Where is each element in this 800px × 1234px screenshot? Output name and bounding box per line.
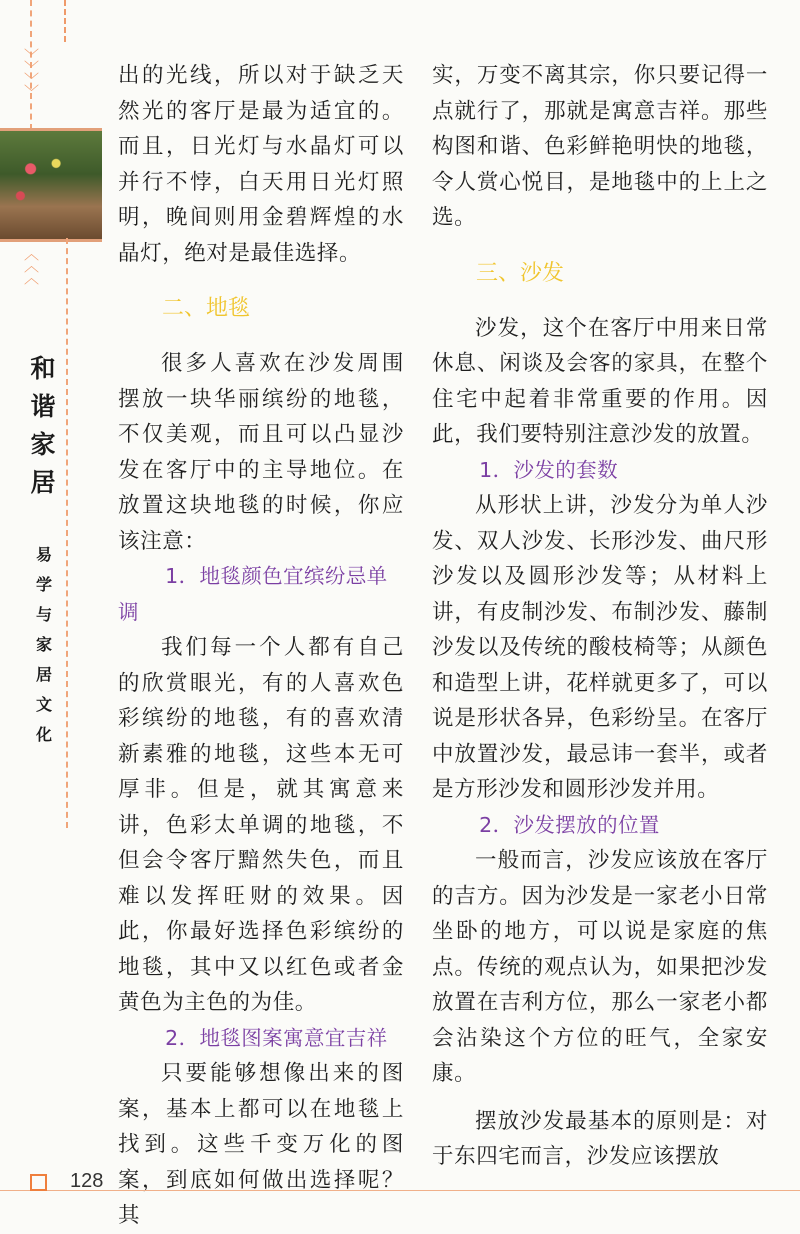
sidebar-subtitle-char: 化 [35, 725, 52, 744]
subheading-sofa-sets: 1．沙发的套数 [479, 457, 618, 482]
paragraph: 实，万变不离其宗，你只要记得一点就行了，那就是寓意吉祥。那些构图和谐、色彩鲜艳明快的地毯，令人赏心悦目，是地毯中的上上之选。 [432, 63, 768, 230]
paragraph: 很多人喜欢在沙发周围摆放一块华丽缤纷的地毯，不仅美观，而且可以凸显沙发在客厅中的主导地位。在放置这块地毯的时候，你应该注意： [118, 351, 404, 554]
left-text-column [118, 58, 404, 1234]
sidebar-title-char: 居 [30, 468, 56, 497]
sidebar-subtitle-char: 文 [35, 695, 52, 714]
paragraph: 摆放沙发最基本的原则是：对于东四宅而言，沙发应该摆放 [432, 1108, 768, 1169]
page-marker-square-icon [30, 1174, 47, 1191]
sidebar-subtitle-char: 家 [35, 635, 52, 654]
footer-rule [0, 1190, 800, 1191]
paragraph: 只要能够想像出来的图案，基本上都可以在地毯上找到。这些千变万化的图案，到底如何做出选择呢？其 [118, 1061, 404, 1228]
margin-dashed-line-upper [64, 0, 66, 42]
sidebar-book-title [26, 350, 60, 502]
subheading-sofa-position: 2．沙发摆放的位置 [479, 812, 660, 837]
section-heading-carpet: 二、地毯 [162, 296, 251, 321]
paragraph: 沙发，这个在客厅中用来日常休息、闲谈及会客的家具，在整个住宅中起着非常重要的作用。因此，我们要特别注意沙发的放置。 [432, 315, 768, 447]
right-text-column [432, 58, 768, 1175]
section-heading-sofa: 三、沙发 [476, 260, 565, 286]
subheading-carpet-color: 1．地毯颜色宜缤纷忌单调 [118, 564, 388, 624]
margin-dashed-line-middle [66, 238, 68, 828]
sidebar-subtitle-char: 居 [35, 665, 52, 684]
sidebar-title-char: 谐 [30, 392, 56, 421]
page-number: 128 [70, 1170, 104, 1192]
paragraph: 出的光线，所以对于缺乏天然光的客厅是最为适宜的。而且，日光灯与水晶灯可以并行不悖，白天用日光灯照明，晚间则用金碧辉煌的水晶灯，绝对是最佳选择。 [118, 63, 404, 266]
paragraph: 一般而言，沙发应该放在客厅的吉方。因为沙发是一家老小日常坐卧的地方，可以说是家庭的焦点。传统的观点认为，如果把沙发放置在吉利方位，那么一家老小都会沾染这个方位的旺气，全家安康。 [432, 848, 768, 1086]
sidebar-subtitle-char: 易 [35, 545, 52, 564]
chevron-down-decoration-icon: ﹀ ﹀ ﹀ ﹀ [23, 47, 38, 101]
paragraph: 从形状上讲，沙发分为单人沙发、双人沙发、长形沙发、曲尺形沙发以及圆形沙发等；从材料上讲，有皮制沙发、布制沙发、藤制沙发以及传统的酸枝椅等；从颜色和造型上讲，花样就更多了，可以说是形状各异，色彩纷呈。在客厅中放置沙发，最忌讳一套半，或者是方形沙发和圆形沙发并用。 [432, 493, 768, 802]
sidebar-book-subtitle [30, 540, 58, 750]
paragraph: 我们每一个人都有自己的欣赏眼光，有的人喜欢色彩缤纷的地毯，有的喜欢清新素雅的地毯，这些本无可厚非。但是，就其寓意来讲，色彩太单调的地毯，不但会令客厅黯然失色，而且难以发挥旺财的效果。因此，你最好选择色彩缤纷的地毯，其中又以红色或者金黄色为主色的为佳。 [118, 635, 404, 1015]
subheading-carpet-pattern: 2．地毯图案寓意宜吉祥 [165, 1025, 388, 1050]
living-room-photo-thumbnail [0, 128, 102, 242]
sidebar-subtitle-char: 与 [35, 605, 52, 624]
sidebar-title-char: 家 [30, 430, 56, 459]
sidebar-title-char: 和 [30, 354, 56, 383]
chevron-up-decoration-icon: ︿ ︿ ︿ [23, 245, 38, 287]
sidebar-subtitle-char: 学 [35, 575, 52, 594]
